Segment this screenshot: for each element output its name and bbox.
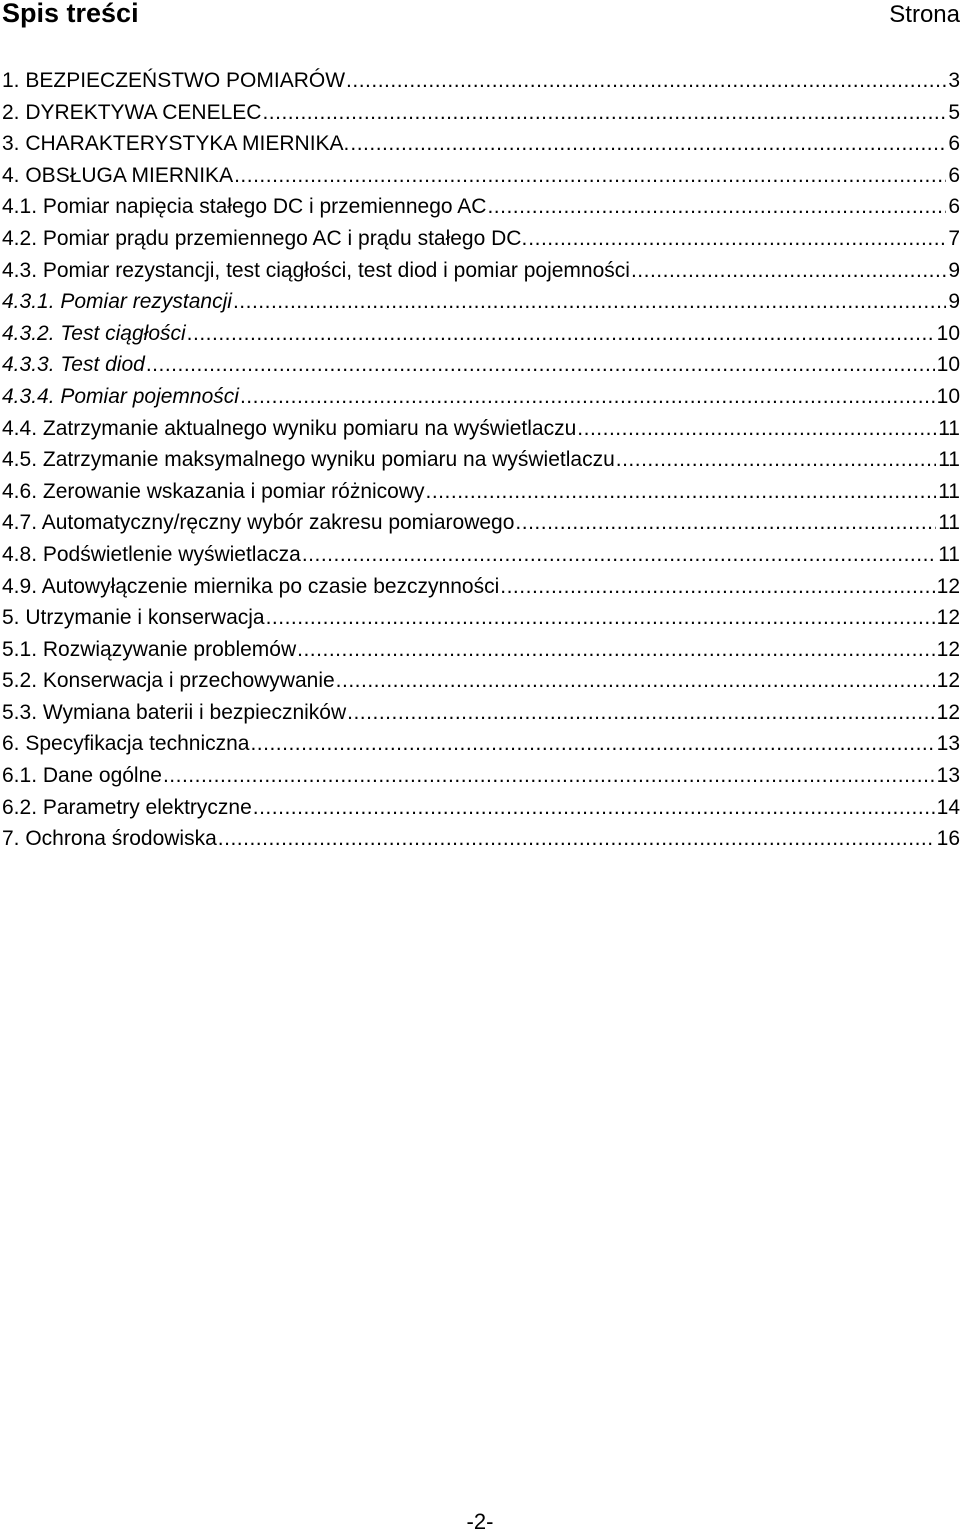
toc-entry[interactable] xyxy=(2,728,960,760)
dot-leader xyxy=(515,507,936,539)
toc-entry-page: 7 xyxy=(948,226,960,250)
toc-entry[interactable] xyxy=(2,381,960,413)
dot-leader xyxy=(616,444,936,476)
dot-leader xyxy=(500,571,934,603)
toc-entry-title: 4.3.1. Pomiar rezystancji xyxy=(2,290,232,314)
toc-entry-title: 1. BEZPIECZEŃSTWO POMIARÓW xyxy=(2,69,346,92)
toc-entry-page: 12 xyxy=(936,669,960,693)
toc-entry[interactable] xyxy=(2,65,960,97)
dot-leader xyxy=(350,128,946,160)
toc-entry[interactable] xyxy=(2,507,960,539)
toc-entry-title: 5.2. Konserwacja i przechowywanie xyxy=(2,669,335,693)
toc-entry[interactable] xyxy=(2,128,960,160)
toc-header xyxy=(2,0,960,34)
toc-entry-page: 12 xyxy=(936,574,960,598)
toc-entry-page: 13 xyxy=(936,732,960,756)
toc-entry-page: 6 xyxy=(948,163,960,187)
toc-entry-title: 4.3.3. Test diod xyxy=(2,353,145,377)
dot-leader xyxy=(426,476,937,508)
toc-entry-title: 3. CHARAKTERYSTYKA MIERNIKA. xyxy=(2,132,350,156)
toc-entry-title: 4.3.2. Test ciągłości xyxy=(2,321,186,345)
page-column-label: Strona xyxy=(889,1,960,28)
dot-leader xyxy=(346,65,946,97)
toc-entry[interactable] xyxy=(2,223,960,255)
toc-entry-title: 5.1. Rozwiązywanie problemów xyxy=(2,637,297,661)
toc-entry-page: 11 xyxy=(938,542,960,566)
toc-entry[interactable] xyxy=(2,318,960,350)
dot-leader xyxy=(266,602,935,634)
toc-entry[interactable] xyxy=(2,571,960,603)
toc-entry-page: 11 xyxy=(938,479,960,503)
dot-leader xyxy=(250,728,934,760)
dot-leader xyxy=(631,255,946,287)
toc-entry-page: 11 xyxy=(938,448,960,472)
toc-entry-page: 11 xyxy=(938,416,960,440)
toc-entry-title: 4.8. Podświetlenie wyświetlacza xyxy=(2,542,301,566)
toc-entry-title: 4.9. Autowyłączenie miernika po czasie bezczynności xyxy=(2,574,500,598)
toc-entry-page: 13 xyxy=(936,764,960,788)
toc-entry-page: 9 xyxy=(948,258,960,282)
dot-leader xyxy=(240,381,935,413)
toc-entry[interactable] xyxy=(2,602,960,634)
dot-leader xyxy=(146,349,935,381)
dot-leader xyxy=(187,318,935,350)
toc-entry-page: 10 xyxy=(936,321,960,345)
toc-entry[interactable] xyxy=(2,349,960,381)
dot-leader xyxy=(163,760,935,792)
toc-entry-page: 12 xyxy=(936,606,960,630)
toc-entry-page: 3 xyxy=(948,69,960,92)
toc-entry-title: 6.1. Dane ogólne xyxy=(2,764,162,788)
dot-leader xyxy=(234,160,946,192)
toc-entry-page: 6 xyxy=(948,132,960,156)
toc-entry[interactable] xyxy=(2,191,960,223)
dot-leader xyxy=(347,697,935,729)
toc-entry-page: 6 xyxy=(948,195,960,219)
dot-leader xyxy=(302,539,936,571)
toc-entry[interactable] xyxy=(2,255,960,287)
toc-entry-title: 4.1. Pomiar napięcia stałego DC i przemiennego AC xyxy=(2,195,487,219)
toc-entry[interactable] xyxy=(2,444,960,476)
toc-entry-page: 10 xyxy=(936,353,960,377)
toc-entry-title: 4.6. Zerowanie wskazania i pomiar różnicowy xyxy=(2,479,425,503)
toc-entry-page: 12 xyxy=(936,637,960,661)
toc-entry[interactable] xyxy=(2,539,960,571)
toc-entry-page: 10 xyxy=(936,384,960,408)
toc-entry[interactable] xyxy=(2,413,960,445)
toc-entry[interactable] xyxy=(2,823,960,855)
dot-leader xyxy=(336,665,935,697)
toc-entry[interactable] xyxy=(2,665,960,697)
toc-entry-title: 7. Ochrona środowiska xyxy=(2,827,217,851)
table-of-contents xyxy=(2,65,960,855)
dot-leader xyxy=(262,97,946,129)
dot-leader xyxy=(528,223,946,255)
toc-entry-title: 6.2. Parametry elektryczne xyxy=(2,795,252,819)
toc-entry-title: 4. OBSŁUGA MIERNIKA xyxy=(2,163,234,187)
toc-entry[interactable] xyxy=(2,97,960,129)
page-title: Spis treści xyxy=(2,0,139,28)
toc-entry[interactable] xyxy=(2,160,960,192)
toc-entry-title: 2. DYREKTYWA CENELEC xyxy=(2,100,262,124)
toc-entry-page: 14 xyxy=(936,795,960,819)
toc-entry-page: 11 xyxy=(938,511,960,535)
toc-entry-title: 4.4. Zatrzymanie aktualnego wyniku pomiaru na wyświetlaczu xyxy=(2,416,577,440)
toc-entry-title: 5.3. Wymiana baterii i bezpieczników xyxy=(2,700,347,724)
toc-entry-title: 4.2. Pomiar prądu przemiennego AC i prądu stałego DC. xyxy=(2,226,528,250)
toc-entry[interactable] xyxy=(2,286,960,318)
dot-leader xyxy=(253,792,935,824)
dot-leader xyxy=(218,823,935,855)
page-footer xyxy=(0,1508,960,1536)
toc-entry-page: 9 xyxy=(948,290,960,314)
toc-entry[interactable] xyxy=(2,476,960,508)
toc-entry[interactable] xyxy=(2,697,960,729)
toc-entry-page: 5 xyxy=(948,100,960,124)
toc-entry-title: 6. Specyfikacja techniczna xyxy=(2,732,250,756)
toc-entry[interactable] xyxy=(2,634,960,666)
toc-entry[interactable] xyxy=(2,760,960,792)
toc-entry-title: 4.5. Zatrzymanie maksymalnego wyniku pomiaru na wyświetlaczu xyxy=(2,448,615,472)
toc-entry-title: 5. Utrzymanie i konserwacja xyxy=(2,606,265,630)
toc-entry-title: 4.3. Pomiar rezystancji, test ciągłości, test diod i pomiar pojemności xyxy=(2,258,630,282)
dot-leader xyxy=(233,286,946,318)
page-number: -2- xyxy=(466,1509,494,1534)
dot-leader xyxy=(577,413,936,445)
toc-entry-page: 12 xyxy=(936,700,960,724)
toc-entry-title: 4.7. Automatyczny/ręczny wybór zakresu pomiarowego xyxy=(2,511,515,535)
toc-entry[interactable] xyxy=(2,792,960,824)
toc-entry-page: 16 xyxy=(936,827,960,851)
toc-entry-title: 4.3.4. Pomiar pojemności xyxy=(2,384,239,408)
dot-leader xyxy=(487,191,946,223)
dot-leader xyxy=(297,634,935,666)
